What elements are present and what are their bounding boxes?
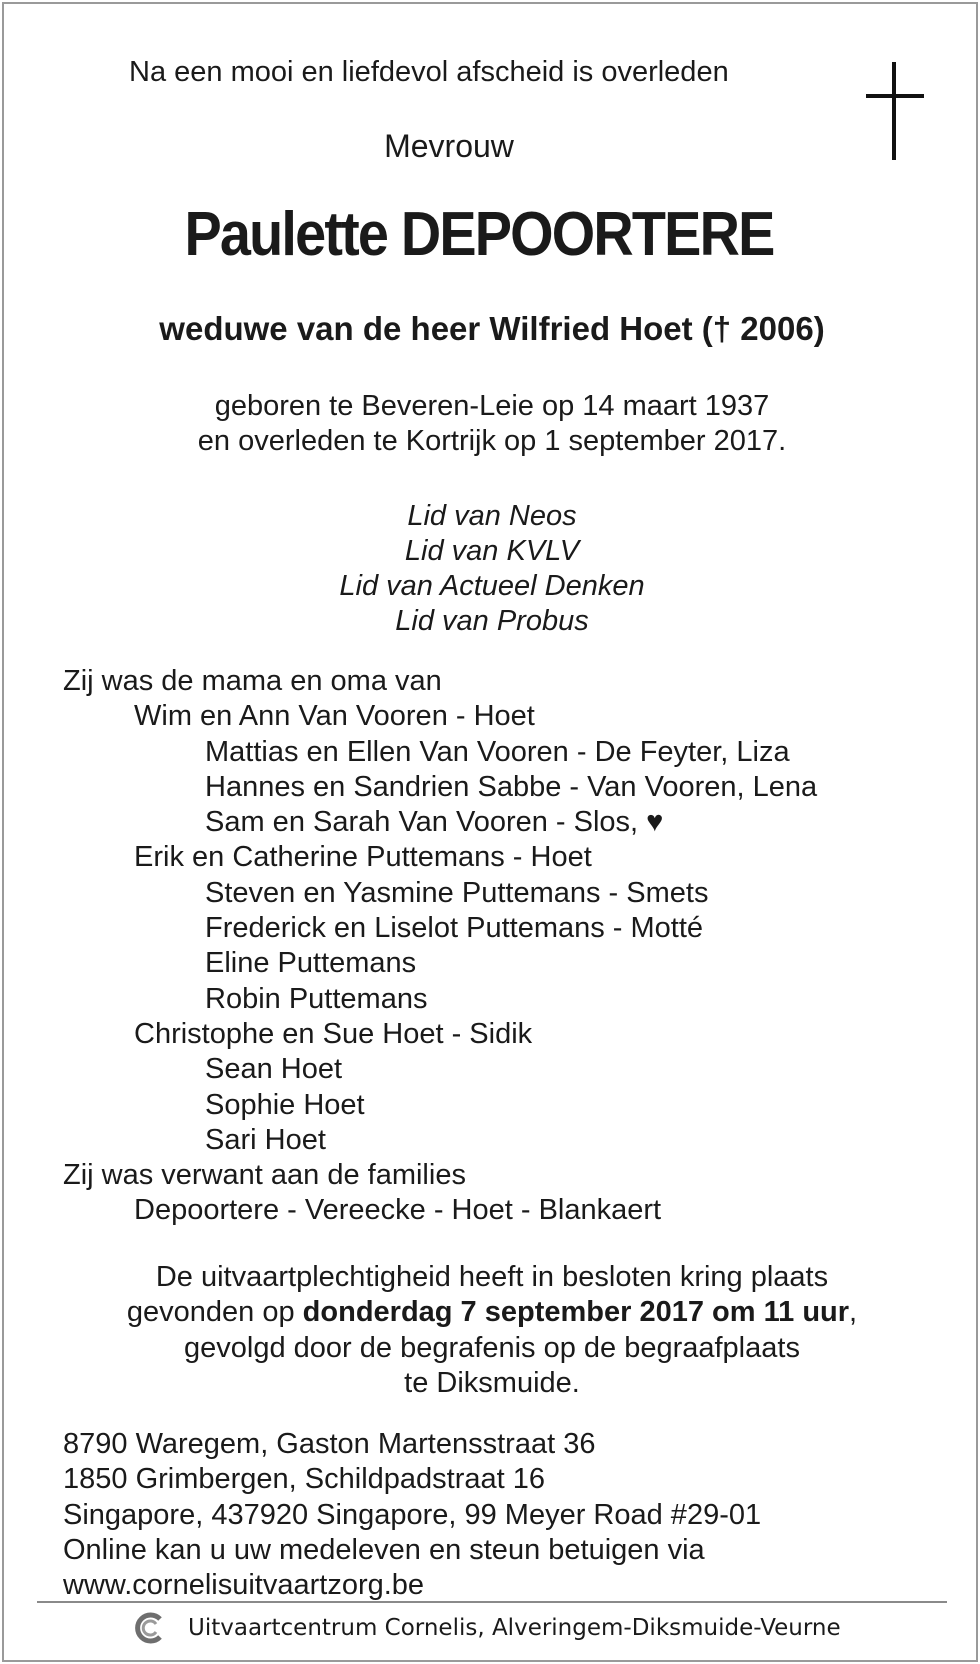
family-line: Sari Hoet [205, 1123, 326, 1156]
address-line: 8790 Waregem, Gaston Martensstraat 36 [63, 1428, 596, 1460]
membership-item: Lid van Actueel Denken [339, 570, 645, 602]
footer-divider [37, 1601, 947, 1603]
birth-line: geboren te Beveren-Leie op 14 maart 1937 [214, 390, 770, 422]
family-line: Christophe en Sue Hoet - Sidik [134, 1017, 533, 1050]
cornelis-logo-icon [134, 1612, 166, 1644]
obituary-notice [2, 2, 978, 1662]
deceased-name: Paulette DEPOORTERE [184, 200, 774, 269]
family-line: Mattias en Ellen Van Vooren - De Feyter, Liza [205, 735, 790, 768]
family-line: Sean Hoet [205, 1053, 343, 1086]
addresses [63, 1427, 761, 1603]
funeral-line: te Diksmuide. [404, 1366, 580, 1399]
website-link[interactable]: www.cornelisuitvaartzorg.be [63, 1569, 425, 1602]
family-line: Sophie Hoet [205, 1088, 365, 1121]
family-line: Wim en Ann Van Vooren - Hoet [134, 700, 535, 733]
memberships [4, 499, 980, 639]
family-line: Erik en Catherine Puttemans - Hoet [134, 841, 592, 874]
funeral-suffix: , [849, 1296, 858, 1329]
membership-item: Lid van Probus [395, 605, 589, 637]
intro-text: Na een mooi en liefdevol afscheid is overleden [129, 56, 729, 88]
address-line: Online kan u uw medeleven en steun betuigen via [63, 1533, 705, 1566]
funeral-line [4, 1295, 980, 1330]
footer [134, 1610, 841, 1646]
membership-item: Lid van Neos [407, 500, 577, 532]
salutation: Mevrouw [384, 128, 514, 164]
family-line: Eline Puttemans [205, 947, 417, 980]
widow-of: weduwe van de heer Wilfried Hoet († 2006) [159, 310, 825, 347]
family-list [63, 664, 817, 1229]
family-line: Hannes en Sandrien Sabbe - Van Vooren, Lena [205, 770, 818, 803]
funeral-info [4, 1260, 980, 1401]
birth-death-info [4, 389, 980, 459]
family-line: Frederick en Liselot Puttemans - Motté [205, 912, 704, 945]
death-line: en overleden te Kortrijk op 1 september 2017. [197, 425, 787, 457]
family-line: Zij was de mama en oma van [63, 665, 442, 697]
family-line: Zij was verwant aan de families [63, 1159, 466, 1192]
footer-text: Uitvaartcentrum Cornelis, Alveringem-Diksmuide-Veurne [188, 1615, 841, 1641]
funeral-prefix: gevonden op [126, 1296, 303, 1329]
family-line: Sam en Sarah Van Vooren - Slos, ♥ [205, 806, 664, 839]
address-line: 1850 Grimbergen, Schildpadstraat 16 [63, 1463, 546, 1496]
membership-item: Lid van KVLV [404, 535, 580, 567]
family-line: Depoortere - Vereecke - Hoet - Blankaert [134, 1194, 662, 1227]
funeral-line: gevolgd door de begrafenis op de begraafplaats [184, 1331, 800, 1364]
address-line: Singapore, 437920 Singapore, 99 Meyer Road #29-01 [63, 1498, 762, 1531]
funeral-line: De uitvaartplechtigheid heeft in besloten kring plaats [155, 1261, 829, 1293]
family-line: Robin Puttemans [205, 982, 428, 1015]
funeral-date: donderdag 7 september 2017 om 11 uur [302, 1296, 850, 1329]
family-line: Steven en Yasmine Puttemans - Smets [205, 876, 709, 909]
